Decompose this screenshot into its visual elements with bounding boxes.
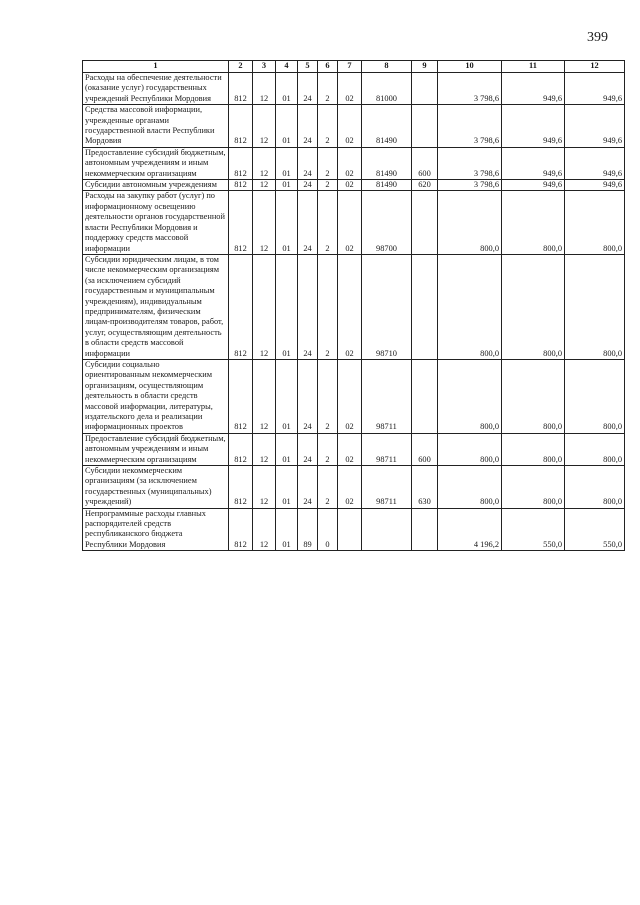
- row-value-cell: 12: [253, 359, 276, 433]
- row-value-cell: 02: [338, 147, 362, 179]
- page-number: 399: [587, 30, 608, 45]
- row-value-cell: 949,6: [565, 105, 625, 148]
- row-value-cell: 800,0: [502, 359, 565, 433]
- column-header: 8: [362, 61, 412, 73]
- row-value-cell: 01: [276, 433, 298, 465]
- row-value-cell: [412, 105, 438, 148]
- row-value-cell: 800,0: [438, 254, 502, 359]
- row-value-cell: 812: [229, 254, 253, 359]
- row-value-cell: 01: [276, 147, 298, 179]
- row-value-cell: 800,0: [565, 359, 625, 433]
- row-value-cell: 12: [253, 180, 276, 191]
- row-value-cell: [412, 508, 438, 551]
- row-value-cell: 800,0: [438, 433, 502, 465]
- row-value-cell: 24: [298, 433, 318, 465]
- row-value-cell: 949,6: [565, 73, 625, 105]
- column-header: 5: [298, 61, 318, 73]
- row-value-cell: 24: [298, 73, 318, 105]
- column-header: 6: [318, 61, 338, 73]
- table-row: [83, 466, 625, 509]
- row-value-cell: 12: [253, 508, 276, 551]
- row-name-cell: Расходы на закупку работ (услуг) по информационному освещению деятельности органов государственной власти Республики Мордовия и поддержку средств массовой информации: [83, 191, 229, 254]
- row-value-cell: 800,0: [502, 254, 565, 359]
- row-value-cell: [412, 254, 438, 359]
- row-value-cell: 600: [412, 433, 438, 465]
- row-value-cell: 81490: [362, 105, 412, 148]
- row-value-cell: 3 798,6: [438, 147, 502, 179]
- row-value-cell: 800,0: [438, 191, 502, 254]
- row-value-cell: 02: [338, 73, 362, 105]
- row-value-cell: 0: [318, 508, 338, 551]
- row-value-cell: 4 196,2: [438, 508, 502, 551]
- column-header: 4: [276, 61, 298, 73]
- row-value-cell: 800,0: [565, 254, 625, 359]
- row-value-cell: 01: [276, 254, 298, 359]
- row-value-cell: 98711: [362, 433, 412, 465]
- row-name-cell: Субсидии социально ориентированным некоммерческим организациям, осуществляющим деятельность в области средств массовой информации, литературы, издательского дела и реализации информационных проектов: [83, 359, 229, 433]
- row-value-cell: 12: [253, 466, 276, 509]
- row-value-cell: [412, 359, 438, 433]
- table-body: [83, 73, 625, 551]
- row-value-cell: 24: [298, 147, 318, 179]
- table-row: [83, 359, 625, 433]
- row-value-cell: 01: [276, 191, 298, 254]
- row-value-cell: 81490: [362, 180, 412, 191]
- row-name-cell: Предоставление субсидий бюджетным, автономным учреждениям и иным некоммерческим организациям: [83, 433, 229, 465]
- row-value-cell: 812: [229, 105, 253, 148]
- row-value-cell: 550,0: [565, 508, 625, 551]
- row-value-cell: 812: [229, 73, 253, 105]
- column-header: 12: [565, 61, 625, 73]
- row-value-cell: 3 798,6: [438, 105, 502, 148]
- row-name-cell: Средства массовой информации, учрежденные органами государственной власти Республики Мордовия: [83, 105, 229, 148]
- row-value-cell: 98711: [362, 466, 412, 509]
- row-value-cell: 2: [318, 191, 338, 254]
- row-value-cell: 01: [276, 508, 298, 551]
- row-value-cell: 812: [229, 508, 253, 551]
- row-value-cell: [362, 508, 412, 551]
- row-value-cell: 24: [298, 359, 318, 433]
- row-value-cell: 2: [318, 466, 338, 509]
- row-value-cell: 2: [318, 180, 338, 191]
- row-value-cell: 949,6: [565, 147, 625, 179]
- row-value-cell: 98710: [362, 254, 412, 359]
- row-value-cell: 12: [253, 254, 276, 359]
- row-value-cell: 24: [298, 180, 318, 191]
- row-value-cell: 3 798,6: [438, 180, 502, 191]
- row-value-cell: 812: [229, 180, 253, 191]
- row-value-cell: 800,0: [502, 433, 565, 465]
- row-value-cell: 2: [318, 359, 338, 433]
- row-value-cell: 800,0: [502, 191, 565, 254]
- row-value-cell: 3 798,6: [438, 73, 502, 105]
- row-value-cell: 02: [338, 466, 362, 509]
- row-value-cell: 89: [298, 508, 318, 551]
- row-value-cell: 800,0: [565, 433, 625, 465]
- row-value-cell: 01: [276, 105, 298, 148]
- column-header: 2: [229, 61, 253, 73]
- row-value-cell: 800,0: [438, 466, 502, 509]
- row-value-cell: 01: [276, 359, 298, 433]
- row-value-cell: 2: [318, 254, 338, 359]
- row-value-cell: 2: [318, 105, 338, 148]
- column-header: 1: [83, 61, 229, 73]
- row-value-cell: 24: [298, 105, 318, 148]
- row-name-cell: Субсидии некоммерческим организациям (за исключением государственных (муниципальных) учреждений): [83, 466, 229, 509]
- row-value-cell: 2: [318, 147, 338, 179]
- row-value-cell: 800,0: [565, 466, 625, 509]
- table-row: [83, 254, 625, 359]
- row-value-cell: 2: [318, 433, 338, 465]
- row-value-cell: 02: [338, 254, 362, 359]
- row-value-cell: 949,6: [502, 105, 565, 148]
- row-value-cell: 02: [338, 180, 362, 191]
- column-header: 10: [438, 61, 502, 73]
- row-value-cell: 02: [338, 191, 362, 254]
- row-value-cell: 01: [276, 73, 298, 105]
- row-value-cell: 600: [412, 147, 438, 179]
- row-name-cell: Субсидии автономным учреждениям: [83, 180, 229, 191]
- row-value-cell: 81000: [362, 73, 412, 105]
- row-value-cell: [412, 191, 438, 254]
- row-value-cell: 01: [276, 180, 298, 191]
- row-value-cell: 800,0: [438, 359, 502, 433]
- row-value-cell: 949,6: [565, 180, 625, 191]
- table-row: [83, 73, 625, 105]
- table-row: [83, 433, 625, 465]
- table-row: [83, 147, 625, 179]
- row-value-cell: 949,6: [502, 180, 565, 191]
- table-row: [83, 105, 625, 148]
- budget-table: [82, 60, 625, 551]
- row-value-cell: 98700: [362, 191, 412, 254]
- row-name-cell: Непрограммные расходы главных распорядителей средств республиканского бюджета Республики Мордовия: [83, 508, 229, 551]
- row-value-cell: 81490: [362, 147, 412, 179]
- row-value-cell: 12: [253, 433, 276, 465]
- column-header: 3: [253, 61, 276, 73]
- row-value-cell: 12: [253, 191, 276, 254]
- row-value-cell: 98711: [362, 359, 412, 433]
- row-name-cell: Субсидии юридическим лицам, в том числе некоммерческим организациям (за исключением субсидий государственным и муниципальным учреждениям), индивидуальным предпринимателям, физическим лицам-производителям товаров, работ, услуг, осуществляющим деятельность в области средств массовой информации: [83, 254, 229, 359]
- table-row: [83, 180, 625, 191]
- row-value-cell: 12: [253, 73, 276, 105]
- row-value-cell: 24: [298, 466, 318, 509]
- row-value-cell: 812: [229, 466, 253, 509]
- row-value-cell: 12: [253, 147, 276, 179]
- row-value-cell: 800,0: [502, 466, 565, 509]
- row-value-cell: [338, 508, 362, 551]
- row-value-cell: 812: [229, 147, 253, 179]
- row-value-cell: 01: [276, 466, 298, 509]
- row-value-cell: 24: [298, 191, 318, 254]
- column-header: 9: [412, 61, 438, 73]
- row-value-cell: 24: [298, 254, 318, 359]
- row-value-cell: 812: [229, 433, 253, 465]
- row-value-cell: 550,0: [502, 508, 565, 551]
- row-value-cell: [412, 73, 438, 105]
- row-value-cell: 630: [412, 466, 438, 509]
- column-header: 11: [502, 61, 565, 73]
- row-value-cell: 02: [338, 359, 362, 433]
- header-row: [83, 61, 625, 73]
- row-value-cell: 812: [229, 191, 253, 254]
- table-row: [83, 508, 625, 551]
- row-value-cell: 620: [412, 180, 438, 191]
- row-name-cell: Предоставление субсидий бюджетным, автономным учреждениям и иным некоммерческим организациям: [83, 147, 229, 179]
- row-value-cell: 949,6: [502, 147, 565, 179]
- row-value-cell: 12: [253, 105, 276, 148]
- column-header: 7: [338, 61, 362, 73]
- row-value-cell: 2: [318, 73, 338, 105]
- row-value-cell: 812: [229, 359, 253, 433]
- row-value-cell: 02: [338, 433, 362, 465]
- row-value-cell: 800,0: [565, 191, 625, 254]
- row-value-cell: 949,6: [502, 73, 565, 105]
- row-value-cell: 02: [338, 105, 362, 148]
- row-name-cell: Расходы на обеспечение деятельности (оказание услуг) государственных учреждений Республики Мордовия: [83, 73, 229, 105]
- table-row: [83, 191, 625, 254]
